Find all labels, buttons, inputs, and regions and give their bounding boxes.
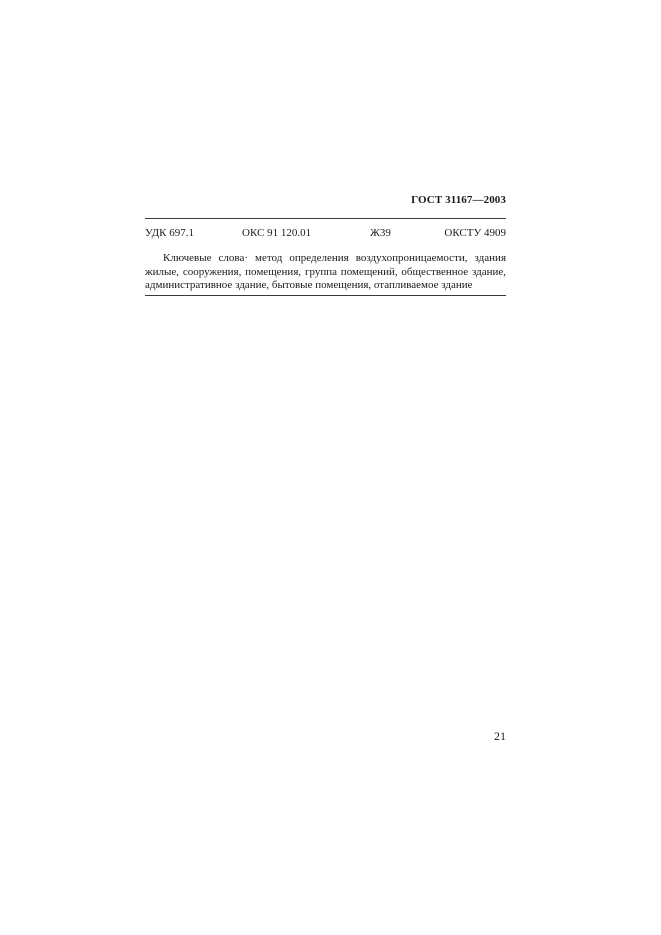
okstu-code: ОКСТУ 4909: [444, 227, 506, 239]
classification-codes: [145, 227, 506, 241]
top-rule: [145, 218, 506, 219]
keywords-label: Ключевые слова·: [163, 252, 249, 264]
udk-code: УДК 697.1: [145, 227, 195, 239]
keywords-paragraph: [145, 252, 506, 293]
page-number: 21: [494, 729, 506, 743]
keywords-text: метод определения воздухопроницаемости, здания жилые, сооружения, помещения, группа помещений, общественное здание, административное здание, бытовые помещения, отапливаемое здание: [145, 252, 506, 291]
bottom-rule: [145, 295, 506, 296]
oks-code: ОКС 91 120.01: [242, 227, 312, 239]
standard-id: ГОСТ 31167—2003: [411, 194, 506, 206]
group-code: Ж39: [370, 227, 391, 239]
